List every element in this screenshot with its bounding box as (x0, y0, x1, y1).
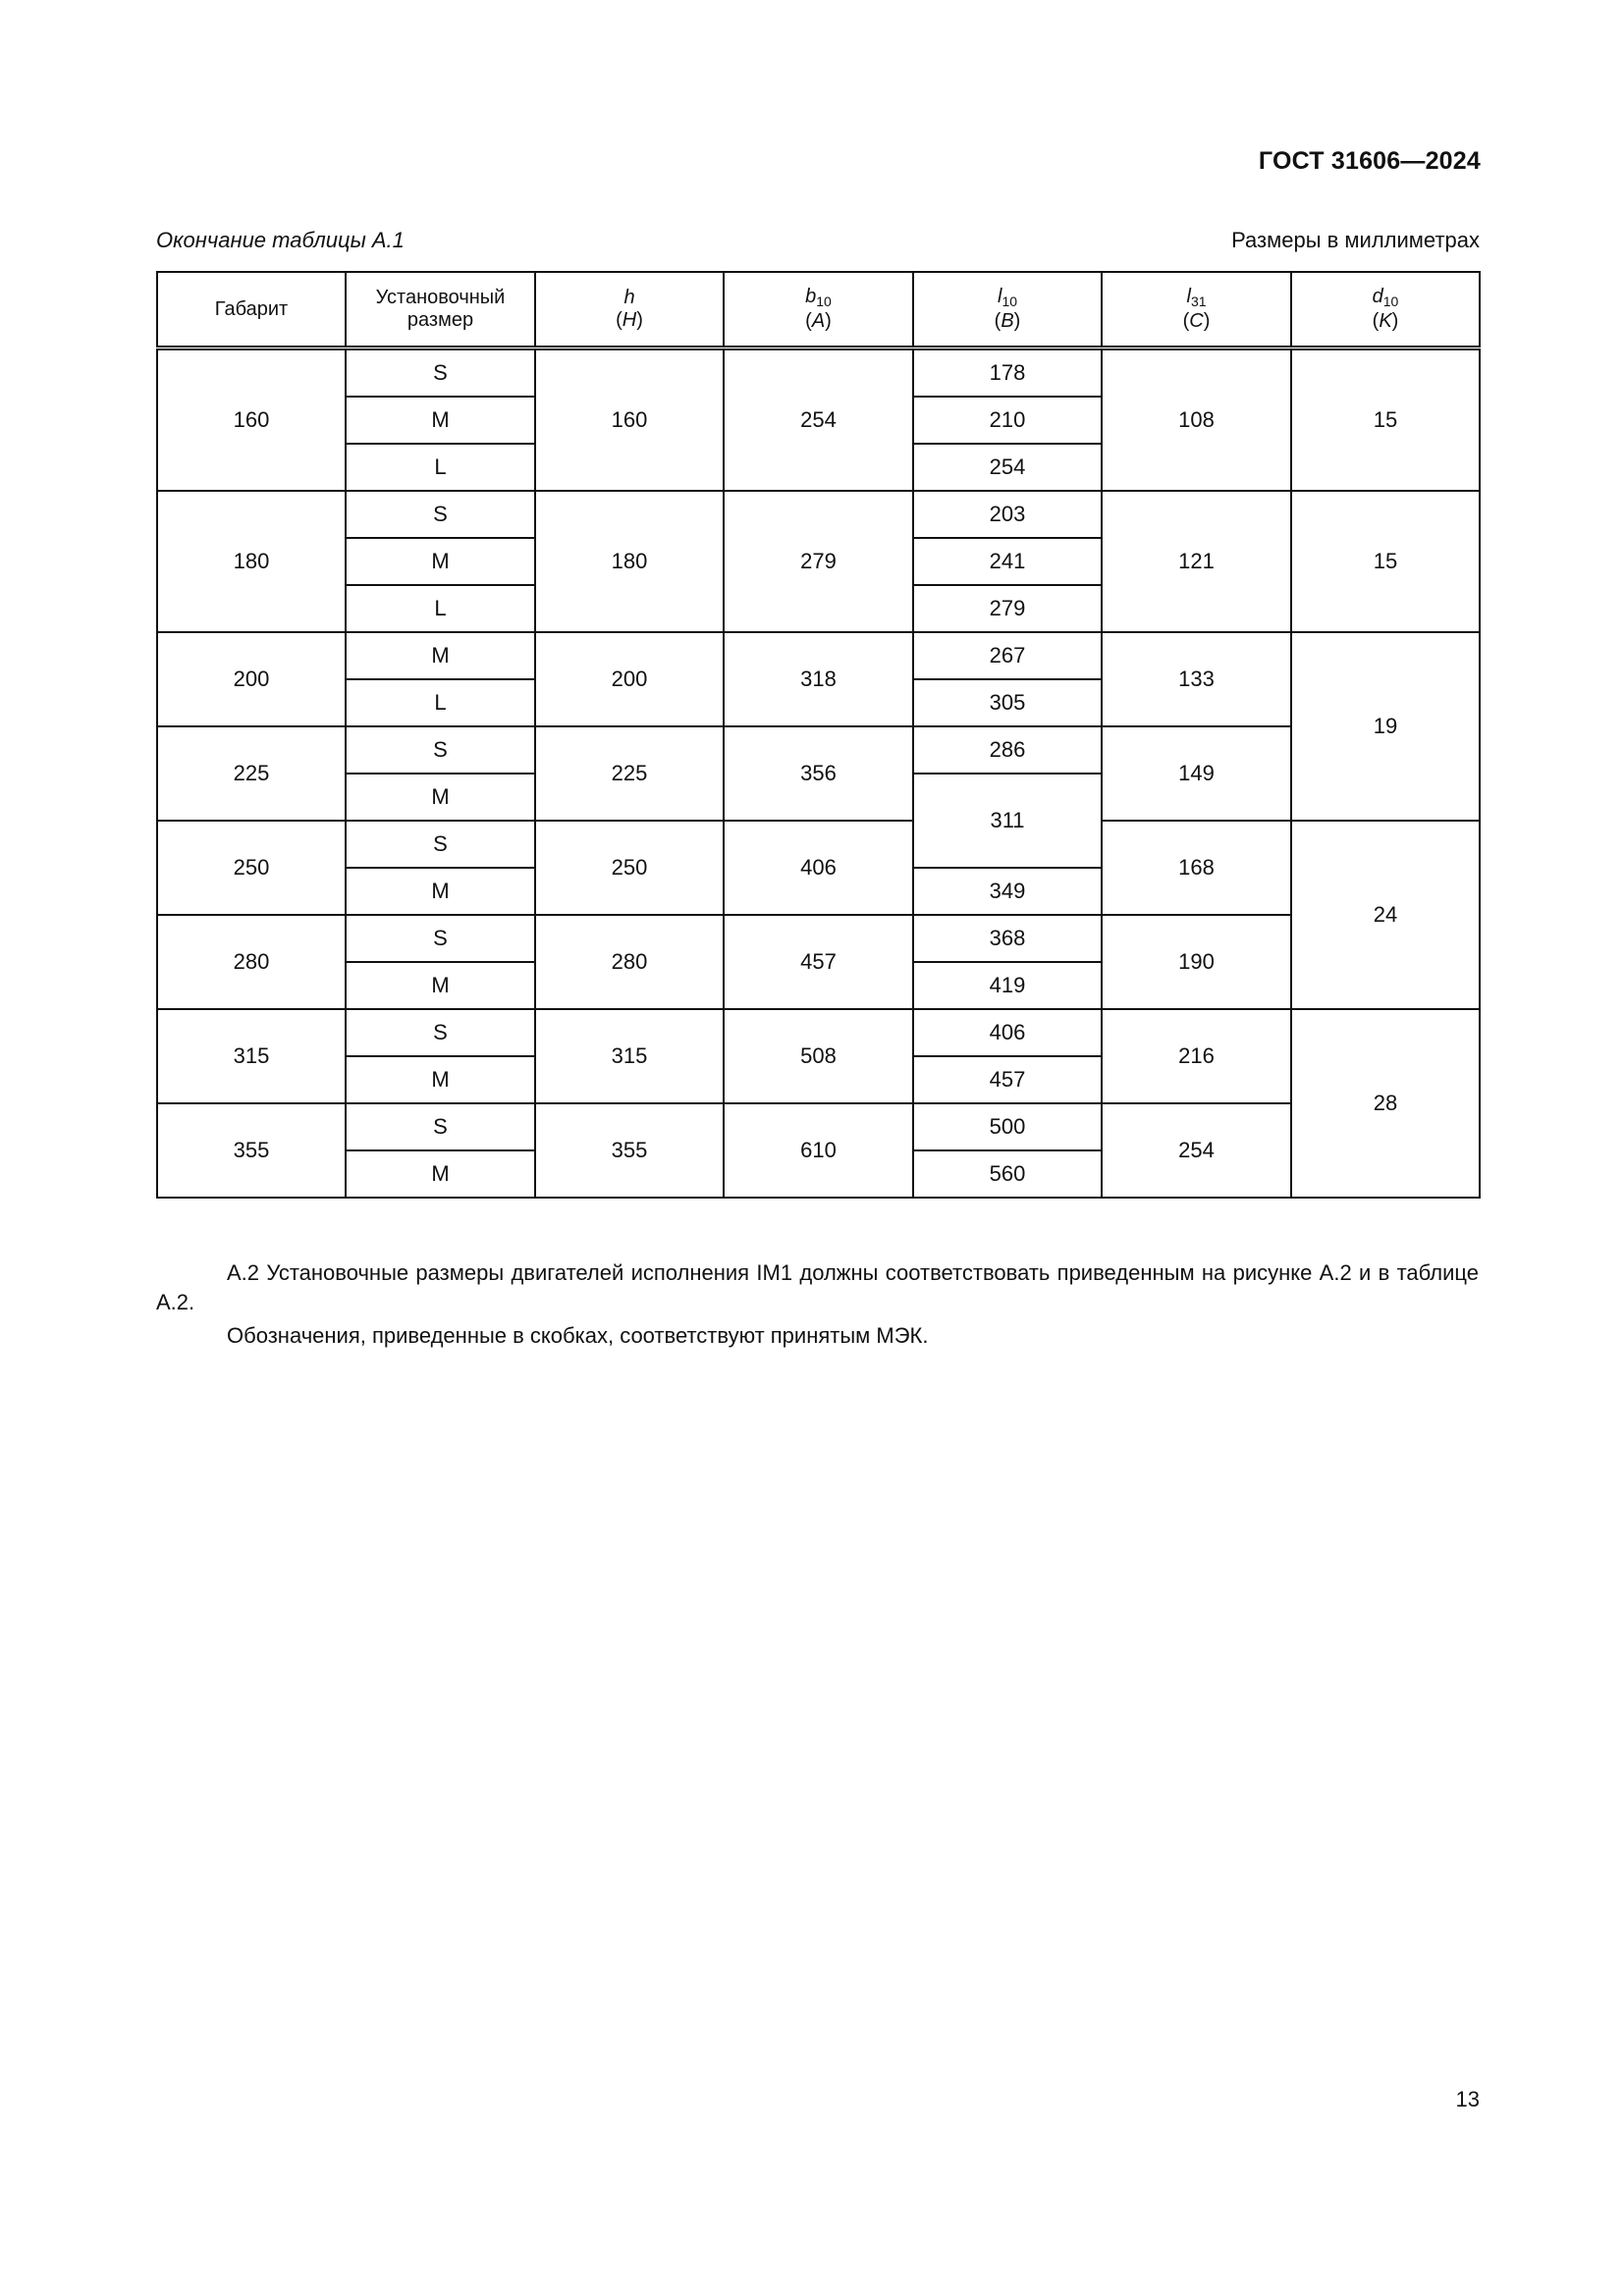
cell-d10: 19 (1291, 632, 1480, 821)
cell-l10: 368 (913, 915, 1102, 962)
cell-size: S (346, 1009, 535, 1056)
cell-l10: 267 (913, 632, 1102, 679)
cell-l10: 305 (913, 679, 1102, 726)
cell-l10: 311 (913, 774, 1102, 868)
cell-l10: 500 (913, 1103, 1102, 1150)
cell-h: 180 (535, 491, 724, 632)
cell-l10: 560 (913, 1150, 1102, 1198)
cell-size: S (346, 726, 535, 774)
cell-size: S (346, 491, 535, 538)
cell-size: L (346, 444, 535, 491)
cell-h: 280 (535, 915, 724, 1009)
note-paragraph-iec: Обозначения, приведенные в скобках, соответствуют принятым МЭК. (227, 1323, 929, 1348)
cell-b10: 508 (724, 1009, 913, 1103)
cell-h: 355 (535, 1103, 724, 1198)
cell-size: M (346, 868, 535, 915)
table-caption: Окончание таблицы А.1 (156, 228, 405, 252)
cell-l31: 133 (1102, 632, 1291, 726)
table-row (157, 726, 1480, 774)
col-header-gabarit: Габарит (157, 272, 346, 348)
col-header-l10: $l_{10}$ (B) (913, 272, 1102, 348)
cell-b10: 254 (724, 348, 913, 492)
cell-d10: 24 (1291, 821, 1480, 1009)
cell-l10: 254 (913, 444, 1102, 491)
cell-d10: 15 (1291, 491, 1480, 632)
cell-d10: 28 (1291, 1009, 1480, 1198)
cell-h: 315 (535, 1009, 724, 1103)
cell-l31: 168 (1102, 821, 1291, 915)
cell-b10: 406 (724, 821, 913, 915)
table-row (157, 348, 1480, 398)
cell-b10: 356 (724, 726, 913, 821)
cell-d10: 15 (1291, 348, 1480, 492)
cell-l10: 178 (913, 348, 1102, 398)
cell-size: M (346, 774, 535, 821)
cell-b10: 610 (724, 1103, 913, 1198)
cell-l10: 349 (913, 868, 1102, 915)
cell-size: M (346, 397, 535, 444)
dimensions-table (156, 271, 1481, 1199)
cell-l10: 210 (913, 397, 1102, 444)
cell-l31: 216 (1102, 1009, 1291, 1103)
cell-gabarit: 225 (157, 726, 346, 821)
cell-size: L (346, 585, 535, 632)
cell-l31: 254 (1102, 1103, 1291, 1198)
col-header-b10: $b_{10}$ (A) (724, 272, 913, 348)
cell-gabarit: 315 (157, 1009, 346, 1103)
cell-l31: 108 (1102, 348, 1291, 492)
cell-h: 250 (535, 821, 724, 915)
standard-code: ГОСТ 31606—2024 (1258, 147, 1481, 175)
note-paragraph-a2: А.2 Установочные размеры двигателей исполнения IM1 должны соответствовать приведенным на рисунке А.2 и в таблице А.2. (156, 1260, 1479, 1314)
cell-size: M (346, 538, 535, 585)
cell-l31: 121 (1102, 491, 1291, 632)
cell-h: 160 (535, 348, 724, 492)
units-note: Размеры в миллиметрах (1231, 228, 1480, 252)
cell-b10: 457 (724, 915, 913, 1009)
table-row (157, 915, 1480, 962)
col-header-l31: $l_{31}$ (C) (1102, 272, 1291, 348)
cell-size: S (346, 915, 535, 962)
table-header-row (157, 272, 1480, 348)
cell-gabarit: 160 (157, 348, 346, 492)
cell-l31: 190 (1102, 915, 1291, 1009)
cell-b10: 279 (724, 491, 913, 632)
cell-gabarit: 250 (157, 821, 346, 915)
cell-l10: 241 (913, 538, 1102, 585)
cell-b10: 318 (724, 632, 913, 726)
table-row (157, 491, 1480, 538)
cell-l31: 149 (1102, 726, 1291, 821)
cell-gabarit: 355 (157, 1103, 346, 1198)
cell-gabarit: 280 (157, 915, 346, 1009)
cell-size: L (346, 679, 535, 726)
cell-size: M (346, 1150, 535, 1198)
cell-size: S (346, 1103, 535, 1150)
table-row (157, 632, 1480, 679)
cell-l10: 457 (913, 1056, 1102, 1103)
cell-h: 200 (535, 632, 724, 726)
table-row (157, 1103, 1480, 1150)
cell-size: S (346, 821, 535, 868)
cell-l10: 203 (913, 491, 1102, 538)
cell-size: M (346, 962, 535, 1009)
cell-l10: 286 (913, 726, 1102, 774)
page-number: 13 (1455, 2087, 1480, 2111)
table-row (157, 821, 1480, 868)
cell-h: 225 (535, 726, 724, 821)
col-header-h: h (H) (535, 272, 724, 348)
cell-size: M (346, 632, 535, 679)
cell-size: M (346, 1056, 535, 1103)
cell-size: S (346, 348, 535, 398)
col-header-install-size: Установочный размер (346, 272, 535, 348)
col-header-d10: $d_{10}$ (K) (1291, 272, 1480, 348)
cell-gabarit: 200 (157, 632, 346, 726)
cell-l10: 279 (913, 585, 1102, 632)
cell-l10: 406 (913, 1009, 1102, 1056)
cell-gabarit: 180 (157, 491, 346, 632)
table-row (157, 1009, 1480, 1056)
cell-l10: 419 (913, 962, 1102, 1009)
